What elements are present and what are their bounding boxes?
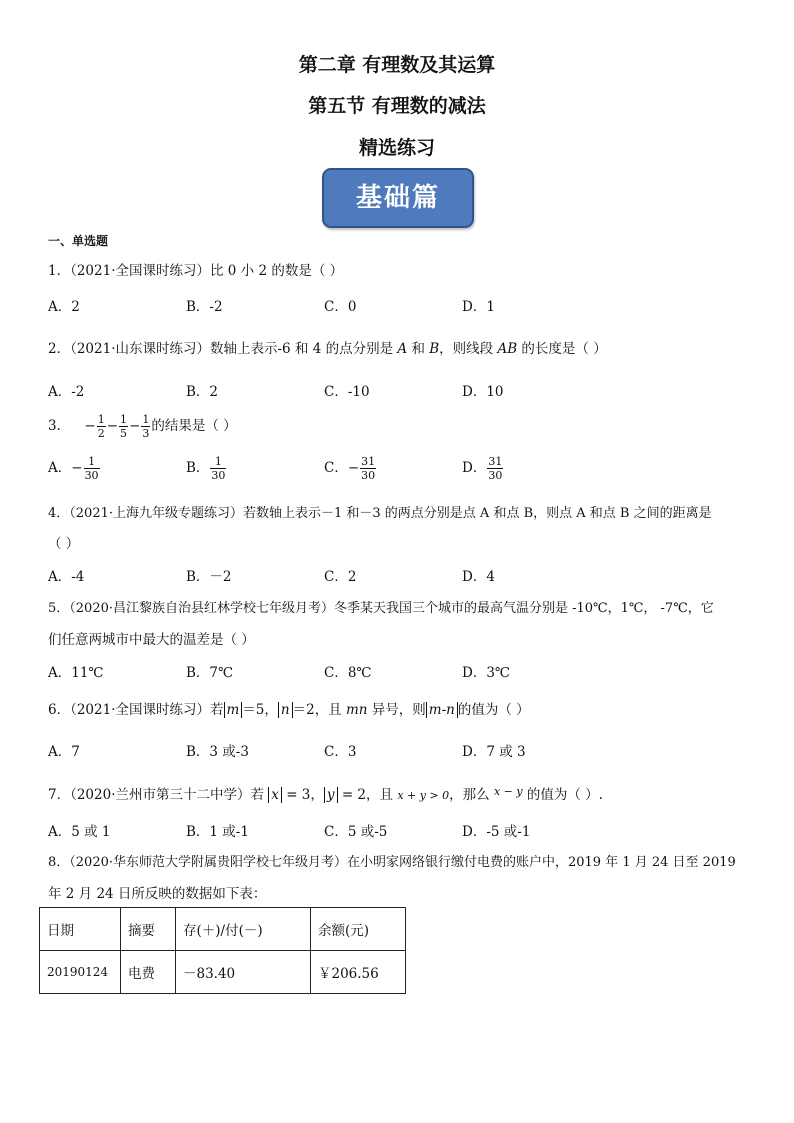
bill-table — [39, 907, 406, 994]
q1-option-a[interactable]: A．2 — [48, 299, 80, 315]
q4-option-b[interactable]: B．－2 — [186, 569, 232, 585]
table-cell: ￥206.56 — [311, 951, 406, 994]
level-badge: 基础篇 — [322, 168, 474, 228]
question-8-stem-cont: 年 2 月 24 日所反映的数据如下表： — [48, 886, 267, 902]
q4-option-d[interactable]: D．4 — [462, 569, 495, 585]
table-cell: －83.40 — [176, 951, 311, 994]
question-1-stem: 1．（2021·全国课时练习）比 0 小 2 的数是（ ） — [48, 263, 344, 279]
q7-option-c[interactable]: C．5 或-5 — [324, 824, 388, 840]
q3-option-b[interactable]: B． $\frac{1}{30}$ — [186, 455, 226, 482]
table-header-cell: 摘要 — [121, 908, 176, 951]
q6-option-a[interactable]: A．7 — [48, 744, 80, 760]
q1-option-b[interactable]: B．-2 — [186, 299, 223, 315]
q7-option-b[interactable]: B．1 或-1 — [186, 824, 249, 840]
table-cell: 20190124 — [40, 951, 121, 994]
q5-option-a[interactable]: A．11℃ — [48, 665, 104, 681]
question-5-stem-cont: 们任意两城市中最大的温差是（ ） — [48, 632, 255, 648]
q6-option-b[interactable]: B．3 或-3 — [186, 744, 249, 760]
q5-option-d[interactable]: D．3℃ — [462, 665, 511, 681]
question-5-stem: 5．（2020·昌江黎族自治县红林学校七年级月考）冬季某天我国三个城市的最高气温分别是 -10℃，1℃， -7℃，它 — [48, 601, 714, 616]
table-header-cell: 存(＋)/付(－) — [176, 908, 311, 951]
table-header-cell: 日期 — [40, 908, 121, 951]
q1-option-d[interactable]: D．1 — [462, 299, 495, 315]
section-label: 一、单选题 — [48, 234, 109, 248]
q4-option-c[interactable]: C．2 — [324, 569, 357, 585]
table-row — [40, 951, 406, 994]
question-3-stem: 3． − $\frac{1}{2}$ − $\frac{1}{5}$ − $\frac{1}{3}$ 的结果是（ ） — [48, 413, 237, 440]
q7-option-d[interactable]: D．-5 或-1 — [462, 824, 531, 840]
table-cell: 电费 — [121, 951, 176, 994]
q5-option-c[interactable]: C．8℃ — [324, 665, 372, 681]
q4-option-a[interactable]: A．-4 — [48, 569, 85, 585]
question-2-stem: 2．（2021·山东课时练习）数轴上表示-6 和 4 的点分别是 A 和 B，则线段 AB 的长度是（ ） — [48, 341, 607, 357]
question-7-stem: 7．（2020·兰州市第三十二中学）若 x = 3， y = 2，且 x + y > 0，那么 $^{x - y}$ 的值为（ ）. — [48, 785, 603, 803]
question-4-stem-cont: （ ） — [48, 536, 80, 552]
q3-option-c[interactable]: C．− $\frac{31}{30}$ — [324, 455, 376, 482]
q2-option-a[interactable]: A．-2 — [48, 384, 85, 400]
q6-option-d[interactable]: D．7 或 3 — [462, 744, 526, 760]
page-subtitle: 精选练习 — [358, 137, 435, 159]
question-4-stem: 4．（2021·上海九年级专题练习）若数轴上表示－1 和－3 的两点分别是点 A 和点 B，则点 A 和点 B 之间的距离是 — [48, 506, 712, 521]
table-header-row — [40, 908, 406, 951]
q6-option-c[interactable]: C．3 — [324, 744, 357, 760]
section-title: 第五节 有理数的减法 — [308, 95, 486, 117]
q2-option-c[interactable]: C．-10 — [324, 384, 370, 400]
q5-option-b[interactable]: B．7℃ — [186, 665, 234, 681]
q3-option-d[interactable]: D． $\frac{31}{30}$ — [462, 455, 503, 482]
question-6-stem: 6．（2021·全国课时练习）若 m ＝5， n ＝2，且 mn 异号，则 m-n 的值为（ ） — [48, 702, 530, 718]
q2-option-b[interactable]: B．2 — [186, 384, 219, 400]
q1-option-c[interactable]: C．0 — [324, 299, 357, 315]
chapter-title: 第二章 有理数及其运算 — [298, 54, 496, 76]
q2-option-d[interactable]: D．10 — [462, 384, 504, 400]
table-header-cell: 余额(元) — [311, 908, 406, 951]
question-8-stem: 8．（2020·华东师范大学附属贵阳学校七年级月考）在小明家网络银行缴付电费的账户中，2019 年 1 月 24 日至 2019 — [48, 855, 736, 870]
q3-option-a[interactable]: A．− $\frac{1}{30}$ — [48, 455, 99, 482]
q7-option-a[interactable]: A．5 或 1 — [48, 824, 111, 840]
